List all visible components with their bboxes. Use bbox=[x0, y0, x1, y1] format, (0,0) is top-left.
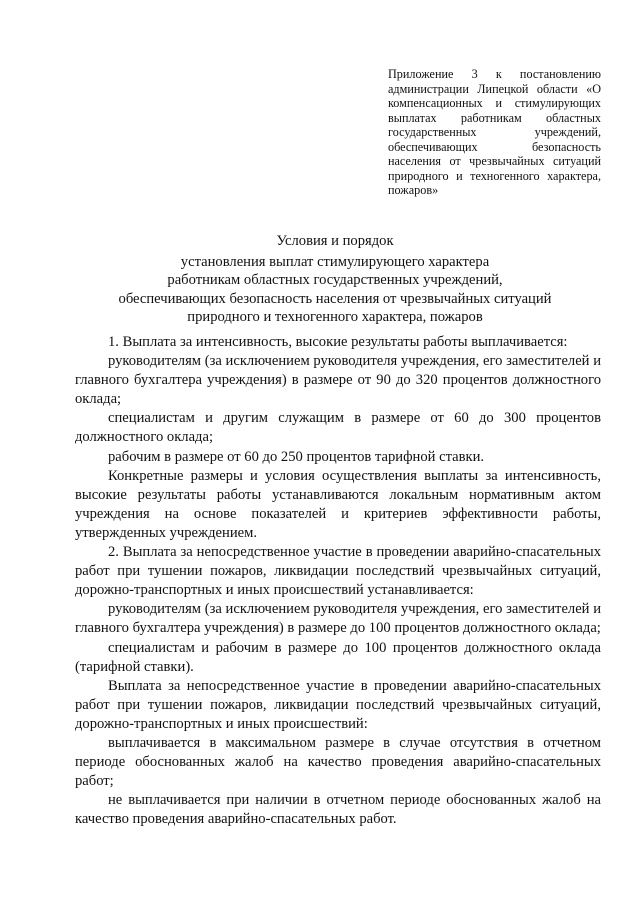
paragraph-6: 2. Выплата за непосредственное участие в проведении аварийно-спасательных работ при тушении пожаров, ликвидации последствий чрезвычайных ситуаций, дорожно-транспортных и иных происшествий устанавливается: bbox=[75, 544, 601, 599]
document-body bbox=[75, 333, 601, 829]
paragraph-10: выплачивается в максимальном размере в случае отсутствия в отчетном периоде обоснованных жалоб на качество проведения аварийно-спасательных работ; bbox=[75, 734, 601, 790]
title-line-3: работникам областных государственных учреждений, bbox=[167, 272, 503, 288]
title-line-5: природного и техногенного характера, пожаров bbox=[187, 309, 483, 325]
paragraph-9: Выплата за непосредственное участие в проведении аварийно-спасательных работ при тушении пожаров, ликвидации последствий чрезвычайных ситуаций, дорожно-транспортных и иных происшествий: bbox=[75, 677, 601, 732]
appendix-note bbox=[388, 67, 601, 198]
title-line-1: Условия и порядок bbox=[276, 233, 394, 249]
appendix-text: Приложение 3 к постановлению администрации Липецкой области «О компенсационных и стимулирующих выплатах работникам областных государственных учреждений, обеспечивающих безопасность населения от чрезвычайных ситуаций природного и техногенного характера, пожаров» bbox=[388, 67, 601, 197]
paragraph-11: не выплачивается при наличии в отчетном периоде обоснованных жалоб на качество проведения аварийно-спасательных работ. bbox=[75, 792, 601, 828]
paragraph-5: Конкретные размеры и условия осуществления выплаты за интенсивность, высокие результаты работы устанавливаются локальным нормативным актом учреждения на основе показателей и критериев эффективности работы, утвержденных учреждением. bbox=[75, 467, 601, 541]
paragraph-3: специалистам и другим служащим в размере от 60 до 300 процентов должностного оклада; bbox=[75, 410, 601, 446]
paragraph-2: руководителям (за исключением руководителя учреждения, его заместителей и главного бухгалтера учреждения) в размере от 90 до 320 процентов должностного оклада; bbox=[75, 353, 601, 408]
paragraph-1: 1. Выплата за интенсивность, высокие результаты работы выплачивается: bbox=[108, 334, 568, 350]
paragraph-8: специалистам и рабочим в размере до 100 процентов должностного оклада (тарифной ставки). bbox=[75, 639, 601, 675]
title-line-4: обеспечивающих безопасность населения от чрезвычайных ситуаций bbox=[118, 290, 552, 307]
document-title bbox=[70, 232, 600, 327]
paragraph-7: руководителям (за исключением руководителя учреждения, его заместителей и главного бухгалтера учреждения) в размере до 100 процентов должностного оклада; bbox=[75, 601, 601, 637]
title-line-2: установления выплат стимулирующего характера bbox=[180, 253, 490, 270]
paragraph-4: рабочим в размере от 60 до 250 процентов тарифной ставки. bbox=[108, 448, 485, 465]
